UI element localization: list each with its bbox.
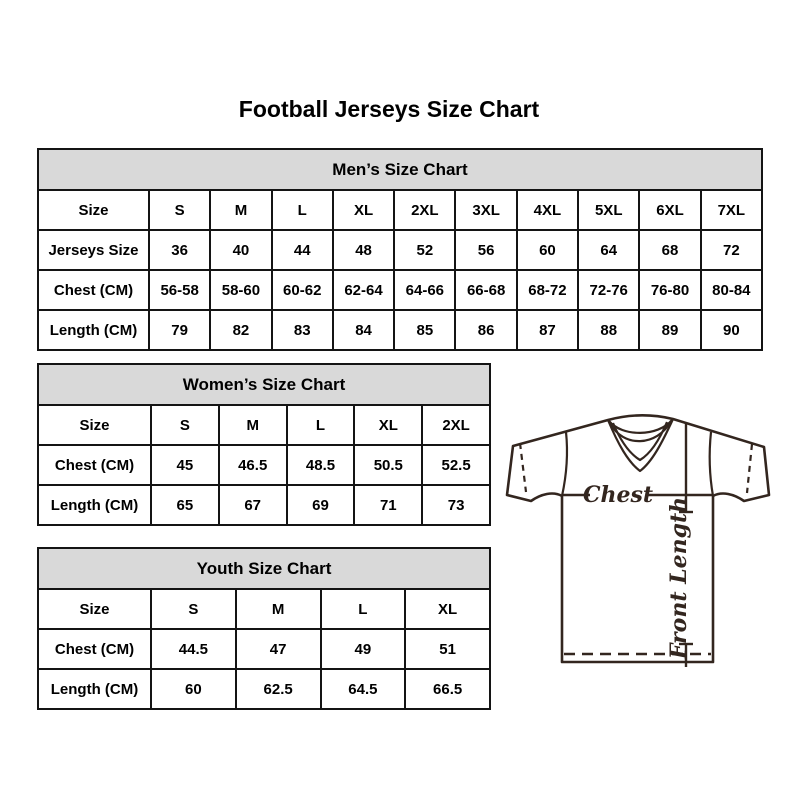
women-size-row-label: Size (38, 405, 151, 445)
youth-cell: 51 (405, 629, 490, 669)
men-cell: 76-80 (639, 270, 700, 310)
men-column-header: 4XL (517, 190, 578, 230)
women-cell: 65 (151, 485, 219, 525)
women-row-label: Length (CM) (38, 485, 151, 525)
youth-table-row (38, 629, 490, 669)
men-cell: 86 (455, 310, 516, 350)
men-column-header: XL (333, 190, 394, 230)
youth-cell: 64.5 (321, 669, 406, 709)
men-row-label: Length (CM) (38, 310, 149, 350)
men-column-header: 7XL (701, 190, 762, 230)
men-section-header: Men’s Size Chart (38, 149, 762, 190)
men-cell: 84 (333, 310, 394, 350)
men-cell: 68 (639, 230, 700, 270)
women-column-header: M (219, 405, 287, 445)
women-cell: 48.5 (287, 445, 355, 485)
chest-label: Chest (582, 482, 654, 508)
men-cell: 64 (578, 230, 639, 270)
men-cell: 48 (333, 230, 394, 270)
youth-column-header: M (236, 589, 321, 629)
youth-row-label: Chest (CM) (38, 629, 151, 669)
youth-column-header: S (151, 589, 236, 629)
men-cell: 85 (394, 310, 455, 350)
men-cell: 90 (701, 310, 762, 350)
youth-table-row (38, 669, 490, 709)
men-cell: 80-84 (701, 270, 762, 310)
men-cell: 66-68 (455, 270, 516, 310)
youth-size-table (37, 547, 491, 710)
men-cell: 68-72 (517, 270, 578, 310)
women-cell: 52.5 (422, 445, 490, 485)
front-length-label: Front Length (666, 496, 692, 660)
men-cell: 44 (272, 230, 333, 270)
men-cell: 60-62 (272, 270, 333, 310)
women-cell: 45 (151, 445, 219, 485)
women-table-row (38, 445, 490, 485)
women-column-header: 2XL (422, 405, 490, 445)
women-column-header: XL (354, 405, 422, 445)
men-column-header: 6XL (639, 190, 700, 230)
youth-cell: 62.5 (236, 669, 321, 709)
youth-column-header: XL (405, 589, 490, 629)
youth-cell: 44.5 (151, 629, 236, 669)
youth-column-header: L (321, 589, 406, 629)
men-cell: 72 (701, 230, 762, 270)
men-cell: 58-60 (210, 270, 271, 310)
youth-row-label: Length (CM) (38, 669, 151, 709)
women-column-header: S (151, 405, 219, 445)
men-column-header: 3XL (455, 190, 516, 230)
men-column-header: 2XL (394, 190, 455, 230)
youth-cell: 66.5 (405, 669, 490, 709)
men-cell: 87 (517, 310, 578, 350)
men-cell: 83 (272, 310, 333, 350)
women-table-row (38, 485, 490, 525)
women-cell: 50.5 (354, 445, 422, 485)
men-cell: 64-66 (394, 270, 455, 310)
women-cell: 69 (287, 485, 355, 525)
youth-cell: 49 (321, 629, 406, 669)
men-table-row (38, 310, 762, 350)
youth-size-row-label: Size (38, 589, 151, 629)
jersey-diagram (500, 398, 780, 683)
men-cell: 60 (517, 230, 578, 270)
men-cell: 72-76 (578, 270, 639, 310)
page-title: Football Jerseys Size Chart (238, 96, 540, 122)
youth-section-header: Youth Size Chart (38, 548, 490, 589)
youth-cell: 47 (236, 629, 321, 669)
women-row-label: Chest (CM) (38, 445, 151, 485)
mens-size-table (37, 148, 763, 351)
women-cell: 67 (219, 485, 287, 525)
men-cell: 88 (578, 310, 639, 350)
women-cell: 46.5 (219, 445, 287, 485)
men-table-row (38, 230, 762, 270)
men-column-header: 5XL (578, 190, 639, 230)
men-cell: 56-58 (149, 270, 210, 310)
men-column-header: M (210, 190, 271, 230)
youth-cell: 60 (151, 669, 236, 709)
men-cell: 36 (149, 230, 210, 270)
men-cell: 52 (394, 230, 455, 270)
men-column-header: S (149, 190, 210, 230)
men-row-label: Jerseys Size (38, 230, 149, 270)
men-cell: 89 (639, 310, 700, 350)
women-section-header: Women’s Size Chart (38, 364, 490, 405)
women-cell: 71 (354, 485, 422, 525)
women-column-header: L (287, 405, 355, 445)
men-row-label: Chest (CM) (38, 270, 149, 310)
jersey-outline (507, 415, 769, 662)
men-column-header: L (272, 190, 333, 230)
men-cell: 56 (455, 230, 516, 270)
men-cell: 79 (149, 310, 210, 350)
men-cell: 62-64 (333, 270, 394, 310)
men-cell: 40 (210, 230, 271, 270)
men-cell: 82 (210, 310, 271, 350)
women-cell: 73 (422, 485, 490, 525)
womens-size-table (37, 363, 491, 526)
men-size-row-label: Size (38, 190, 149, 230)
men-table-row (38, 270, 762, 310)
